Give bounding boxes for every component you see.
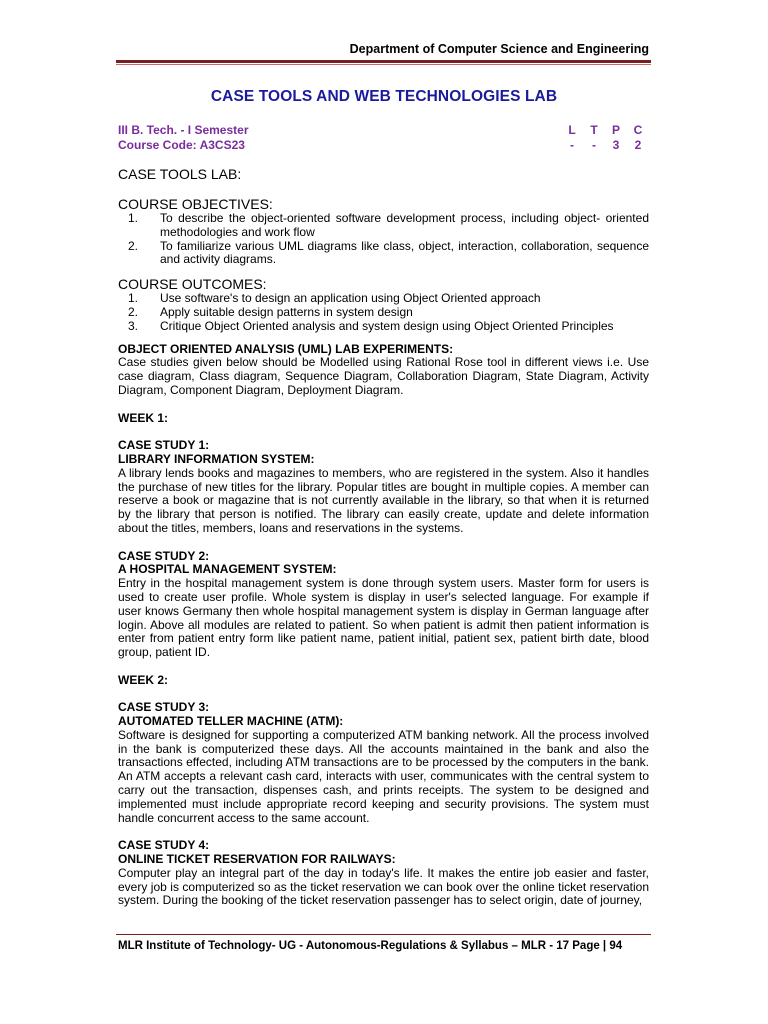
case-study-3-text: Software is designed for supporting a computerized ATM banking network. All the process involved in the bank is computerized these days. All the accounts maintained in the bank and also the transactions effected, including ATM transactions are to be processed by the computers in the bank. An ATM accepts a relevant cash card, interacts with user, communicates with the central system to carry out the transaction, dispenses cash, and prints receipts. The system to be designed and implemented must include appropriate record keeping and security provisions. The system must handle concurrent access to the same account. <box>118 727 649 825</box>
page-footer: MLR Institute of Technology- UG - Autonomous-Regulations & Syllabus – MLR - 17 Page | 94 <box>118 940 623 952</box>
list-item: 1. To describe the object-oriented software development process, including object- oriented methodologies and work flow <box>128 211 649 239</box>
semester-label: III B. Tech. - I Semester <box>118 123 249 137</box>
ltpc-value-p: 3 <box>612 138 620 152</box>
ltpc-label-c: C <box>633 123 643 137</box>
objectives-list <box>118 212 649 267</box>
list-item: 1. Use software's to design an application using Object Oriented approach <box>128 291 541 306</box>
case-study-1-title: LIBRARY INFORMATION SYSTEM: <box>118 451 315 466</box>
list-item: 2. To familiarize various UML diagrams like class, object, interaction, collaboration, sequence and activity diagrams. <box>128 238 649 267</box>
list-item: 2. Apply suitable design patterns in system design <box>128 304 413 319</box>
case-study-2-label: CASE STUDY 2: <box>118 548 210 563</box>
ltpc-value-l: - <box>570 138 574 152</box>
case-tools-heading: CASE TOOLS LAB: <box>118 166 242 182</box>
outcomes-list <box>118 292 649 333</box>
header-rule-thin <box>116 64 651 65</box>
case-study-4-label: CASE STUDY 4: <box>118 838 210 853</box>
footer-rule <box>116 934 651 935</box>
ltpc-label-p: P <box>611 123 620 137</box>
department-header: Department of Computer Science and Engineering <box>349 42 649 56</box>
outcomes-heading: COURSE OUTCOMES: <box>118 276 267 293</box>
page-title: CASE TOOLS AND WEB TECHNOLOGIES LAB <box>210 88 558 105</box>
uml-heading: OBJECT ORIENTED ANALYSIS (UML) LAB EXPERIMENTS: <box>118 341 454 356</box>
uml-paragraph: Case studies given below should be Modelled using Rational Rose tool in different views i.e. Use case diagram, Class diagram, Sequence Diagram, Collaboration Diagram, State Diagram, Activity Diagram, Component Diagram, Deployment Diagram. <box>118 355 649 397</box>
week-1-heading: WEEK 1: <box>118 410 169 425</box>
ltpc-label-l: L <box>568 123 576 137</box>
objectives-heading: COURSE OBJECTIVES: <box>118 196 273 212</box>
ltpc-value-c: 2 <box>634 138 642 152</box>
case-study-3-title: AUTOMATED TELLER MACHINE (ATM): <box>118 714 344 729</box>
case-study-4-text: Computer play an integral part of the day in today's life. It makes the entire job easier and faster, every job is computerized so as the ticket reservation we can book over the online ticket reservation system. During the booking of the ticket reservation passenger has to select origin, date of journey, <box>118 865 649 908</box>
header-rule <box>116 60 651 63</box>
list-item: 3. Critique Object Oriented analysis and system design using Object Oriented Principles <box>128 318 614 333</box>
week-2-heading: WEEK 2: <box>118 672 169 687</box>
ltpc-value-t: - <box>592 138 596 152</box>
case-study-3-label: CASE STUDY 3: <box>118 700 210 715</box>
ltpc-label-t: T <box>590 123 598 137</box>
case-study-1-label: CASE STUDY 1: <box>118 438 210 453</box>
case-study-1-text: A library lends books and magazines to members, who are registered in the system. Also it handles the purchase of new titles for the library. Popular titles are bought in multiple copies. A member can reserve a book or magazine that is not currently available in the library, so that when it is returned by the library that person is notified. The library can easily create, update and delete information about the titles, members, loans and reservations in the systems. <box>118 465 649 535</box>
case-study-2-title: A HOSPITAL MANAGEMENT SYSTEM: <box>118 562 337 577</box>
course-code: Course Code: A3CS23 <box>118 138 245 152</box>
document-body <box>118 166 649 908</box>
case-study-2-text: Entry in the hospital management system is done through system users. Master form for users is used to create user profile. Whole system is display in user's selected language. For example if user knows Germany then whole hospital management system is display in German language after login. Above all modules are related to patient. So when patient is admit then patient information is enter from patient entry form like patient name, patient initial, patient sex, patient birth date, blood group, patient ID. <box>118 576 649 660</box>
case-study-4-title: ONLINE TICKET RESERVATION FOR RAILWAYS: <box>118 852 396 867</box>
